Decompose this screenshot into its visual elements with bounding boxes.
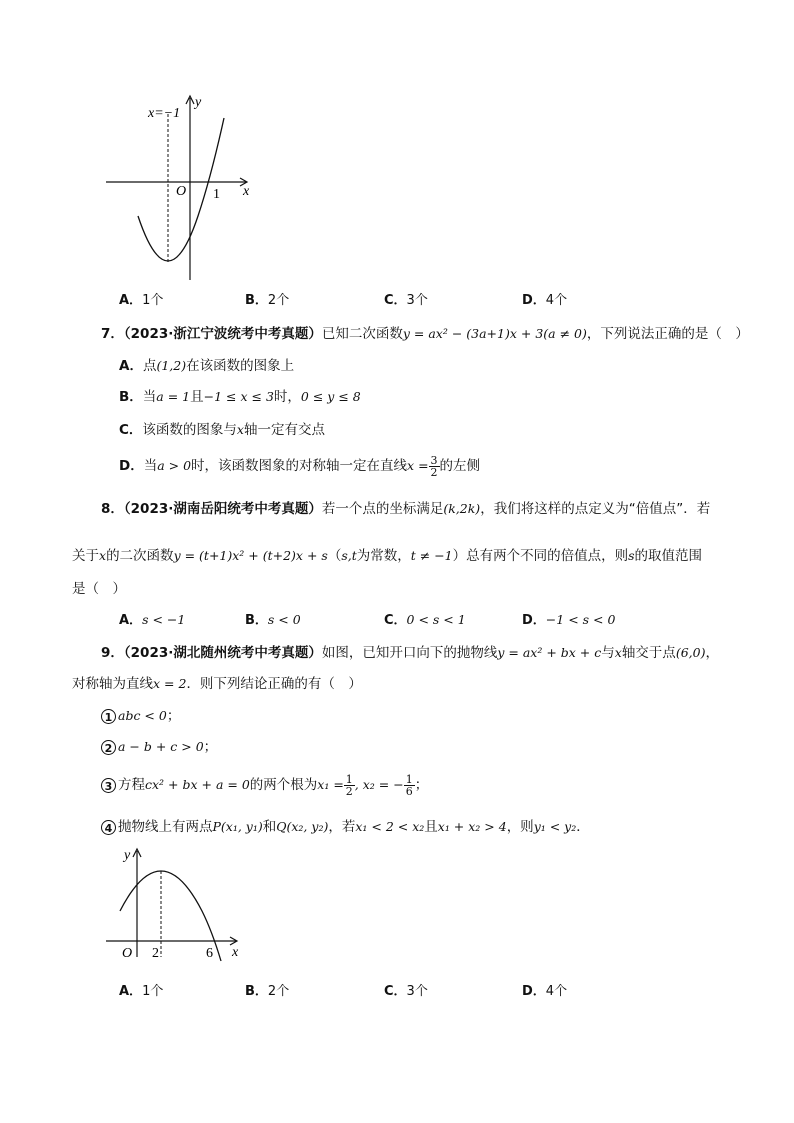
- q6-option-c[interactable]: C．3个: [384, 293, 428, 308]
- y-label: y: [195, 95, 202, 110]
- fraction-1-6: $\frac{1}{6}$: [405, 772, 413, 798]
- q9-option-d[interactable]: D．4个: [522, 984, 568, 999]
- q8-option-a[interactable]: A．s < −1: [119, 612, 186, 628]
- q9-statement-3: 3 方程cx² + bx + a = 0的两个根为x₁ = $\frac{1}{2}$ , x₂ = − $\frac{1}{6}$ ；: [101, 772, 428, 798]
- q7-option-a[interactable]: A．点(1,2)在该函数的图象上: [119, 358, 295, 374]
- x-label: x: [243, 184, 250, 199]
- q9-statement-2: 2 a − b + c > 0；: [101, 738, 217, 756]
- q9-statement-1: 1 abc < 0；: [101, 707, 180, 725]
- fraction-3-2: $\frac{3}{2}$: [430, 453, 438, 479]
- parabola-graph-1: [100, 90, 260, 285]
- q9-stem-line1: 9．（2023·湖北随州统考中考真题）如图，已知开口向下的抛物线y = ax² + bx + c与x轴交于点(6,0)，: [101, 645, 719, 661]
- six-label: 6: [206, 946, 213, 961]
- q7-option-c[interactable]: C．该函数的图象与x轴一定有交点: [119, 422, 325, 438]
- parabola-graph-2: [100, 845, 250, 970]
- q8-stem-line1: 8．（2023·湖南岳阳统考中考真题）若一个点的坐标满足(k,2k)，我们将这样的点定义为“倍值点”．若: [101, 501, 711, 517]
- q6-option-d[interactable]: D．4个: [522, 293, 568, 308]
- q9-statement-4: 4 抛物线上有两点P(x₁, y₁)和Q(x₂, y₂)，若x₁ < 2 < x₂且x₁ + x₂ > 4，则y₁ < y₂．: [101, 818, 590, 836]
- circled-number-4: 4: [101, 820, 116, 835]
- circled-number-3: 3: [101, 778, 116, 793]
- q9-option-c[interactable]: C．3个: [384, 984, 428, 999]
- q9-stem-line2: 对称轴为直线x = 2．则下列结论正确的有（ ）: [72, 676, 362, 692]
- q9-option-a[interactable]: A．1个: [119, 984, 164, 999]
- y-label: y: [124, 848, 131, 863]
- origin-label: O: [122, 946, 133, 961]
- fraction-1-2: $\frac{1}{2}$: [345, 772, 353, 798]
- q7-stem: 7．（2023·浙江宁波统考中考真题）已知二次函数y = ax² − (3a+1)x + 3(a ≠ 0)，下列说法正确的是（ ）: [101, 326, 749, 342]
- q7-option-d[interactable]: D．当a > 0时，该函数图象的对称轴一定在直线x = $\frac{3}{2}$ 的左侧: [119, 453, 481, 479]
- one-label: 1: [213, 187, 220, 202]
- q8-option-c[interactable]: C．0 < s < 1: [384, 612, 466, 628]
- x-eq-label: x=−1: [148, 106, 181, 121]
- q6-option-a[interactable]: A．1个: [119, 293, 164, 308]
- x-label: x: [232, 945, 239, 960]
- circled-number-2: 2: [101, 740, 116, 755]
- q8-option-b[interactable]: B．s < 0: [245, 612, 301, 628]
- q9-option-b[interactable]: B．2个: [245, 984, 290, 999]
- q8-stem-line3: 是（ ）: [72, 581, 126, 597]
- origin-label: O: [176, 184, 187, 199]
- q8-option-d[interactable]: D．−1 < s < 0: [522, 612, 616, 628]
- circled-number-1: 1: [101, 709, 116, 724]
- q7-option-b[interactable]: B．当a = 1且−1 ≤ x ≤ 3时，0 ≤ y ≤ 8: [119, 389, 361, 405]
- two-label: 2: [152, 946, 159, 961]
- q6-option-b[interactable]: B．2个: [245, 293, 290, 308]
- q8-stem-line2: 关于x的二次函数y = (t+1)x² + (t+2)x + s（s,t为常数，t ≠ −1）总有两个不同的倍值点，则s的取值范围: [72, 548, 703, 564]
